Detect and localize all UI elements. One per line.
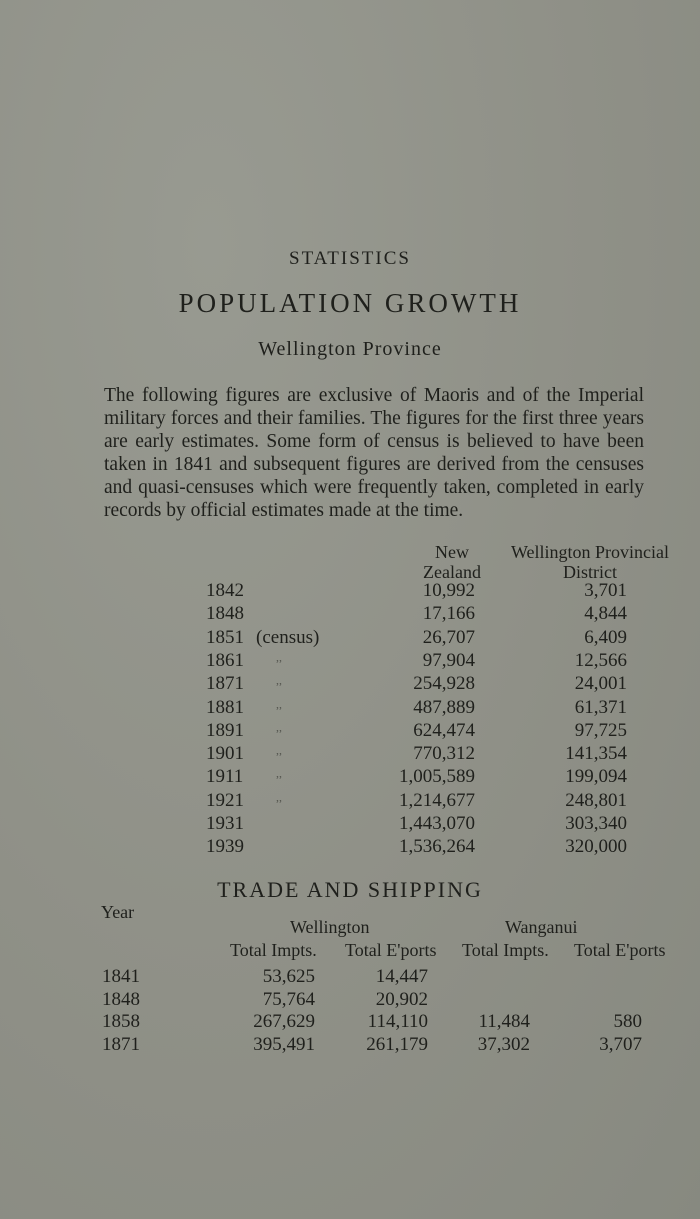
population-wellington-value: 303,340 — [565, 813, 627, 834]
population-new-zealand-value: 1,536,264 — [399, 836, 475, 857]
population-new-zealand-value: 26,707 — [422, 627, 475, 648]
trade-group-wanganui: Wanganui — [505, 917, 578, 937]
population-wellington-value: 6,409 — [584, 627, 627, 648]
population-year: 1931 — [206, 813, 244, 834]
trade-wanganui-imports-value: 11,484 — [478, 1011, 530, 1032]
trade-wanganui-exports-value: 3,707 — [599, 1034, 642, 1055]
trade-year: 1841 — [102, 966, 140, 987]
population-wellington-value: 320,000 — [565, 836, 627, 857]
population-new-zealand-value: 487,889 — [413, 697, 475, 718]
trade-wellington-exports-value: 20,902 — [375, 989, 428, 1010]
population-ditto-mark: ,, — [276, 720, 282, 734]
population-new-zealand-value: 624,474 — [413, 720, 475, 741]
population-ditto-mark: ,, — [276, 673, 282, 687]
population-wellington-value: 24,001 — [574, 673, 627, 694]
trade-wellington-imports-value: 395,491 — [253, 1034, 315, 1055]
col-header-new-zealand: New Zealand — [423, 542, 481, 582]
trade-col-wellington-imports: Total Impts. — [230, 940, 317, 960]
trade-wellington-exports-value: 14,447 — [375, 966, 428, 987]
trade-wellington-exports-value: 114,110 — [367, 1011, 428, 1032]
trade-shipping-title: TRADE AND SHIPPING — [217, 877, 483, 902]
population-year: 1939 — [206, 836, 244, 857]
population-new-zealand-value: 10,992 — [422, 580, 475, 601]
population-year: 1881 — [206, 697, 244, 718]
trade-wellington-exports-value: 261,179 — [366, 1034, 428, 1055]
section-heading-statistics: STATISTICS — [289, 248, 411, 269]
population-year: 1901 — [206, 743, 244, 764]
population-wellington-value: 12,566 — [574, 650, 627, 671]
trade-year-label: Year — [101, 902, 135, 922]
population-new-zealand-value: 1,005,589 — [399, 766, 475, 787]
population-wellington-value: 4,844 — [584, 603, 627, 624]
population-new-zealand-value: 1,443,070 — [399, 813, 475, 834]
population-wellington-value: 61,371 — [574, 697, 627, 718]
trade-wanganui-imports-value: 37,302 — [477, 1034, 530, 1055]
trade-col-wellington-exports: Total E'ports — [345, 940, 437, 960]
population-year: 1871 — [206, 673, 244, 694]
trade-col-wanganui-imports: Total Impts. — [462, 940, 549, 960]
population-year: 1921 — [206, 790, 244, 811]
trade-wellington-imports-value: 53,625 — [262, 966, 315, 987]
trade-group-wellington: Wellington — [290, 917, 370, 937]
population-new-zealand-value: 97,904 — [422, 650, 475, 671]
trade-year: 1871 — [102, 1034, 140, 1055]
population-new-zealand-value: 254,928 — [413, 673, 475, 694]
population-new-zealand-value: 17,166 — [422, 603, 475, 624]
trade-year: 1858 — [102, 1011, 140, 1032]
population-year: 1842 — [206, 580, 244, 601]
population-ditto-mark: ,, — [276, 790, 282, 804]
population-subtitle: Wellington Province — [258, 338, 442, 360]
trade-wellington-imports-value: 75,764 — [262, 989, 315, 1010]
population-new-zealand-value: 1,214,677 — [399, 790, 475, 811]
population-year: 1911 — [206, 766, 244, 787]
population-wellington-value: 97,725 — [574, 720, 627, 741]
population-wellington-value: 3,701 — [584, 580, 627, 601]
population-ditto-mark: ,, — [276, 766, 282, 780]
population-wellington-value: 248,801 — [565, 790, 627, 811]
trade-year: 1848 — [102, 989, 140, 1010]
population-year: 1861 — [206, 650, 244, 671]
col-header-wellington-district: Wellington Provincial District — [510, 542, 670, 582]
trade-wanganui-exports-value: 580 — [613, 1011, 642, 1032]
population-year: 1851 — [206, 627, 244, 648]
population-wellington-value: 199,094 — [565, 766, 627, 787]
population-year: 1891 — [206, 720, 244, 741]
population-wellington-value: 141,354 — [565, 743, 627, 764]
population-growth-title: POPULATION GROWTH — [178, 288, 522, 318]
population-ditto-mark: ,, — [276, 650, 282, 664]
population-census-note: (census) — [256, 627, 320, 648]
population-new-zealand-value: 770,312 — [413, 743, 475, 764]
trade-wellington-imports-value: 267,629 — [253, 1011, 315, 1032]
population-ditto-mark: ,, — [276, 697, 282, 711]
trade-col-wanganui-exports: Total E'ports — [574, 940, 666, 960]
population-year: 1848 — [206, 603, 244, 624]
intro-paragraph: The following figures are exclusive of Maoris and of the Imperial military forces and their families. The figures for the first three years are early estimates. Some form of census is believed to have been taken in 1841 and subsequent figures are derived from the censuses and quasi-censuses which were frequently taken, completed in early records by official estimates made at the time. — [104, 385, 644, 521]
population-ditto-mark: ,, — [276, 743, 282, 757]
